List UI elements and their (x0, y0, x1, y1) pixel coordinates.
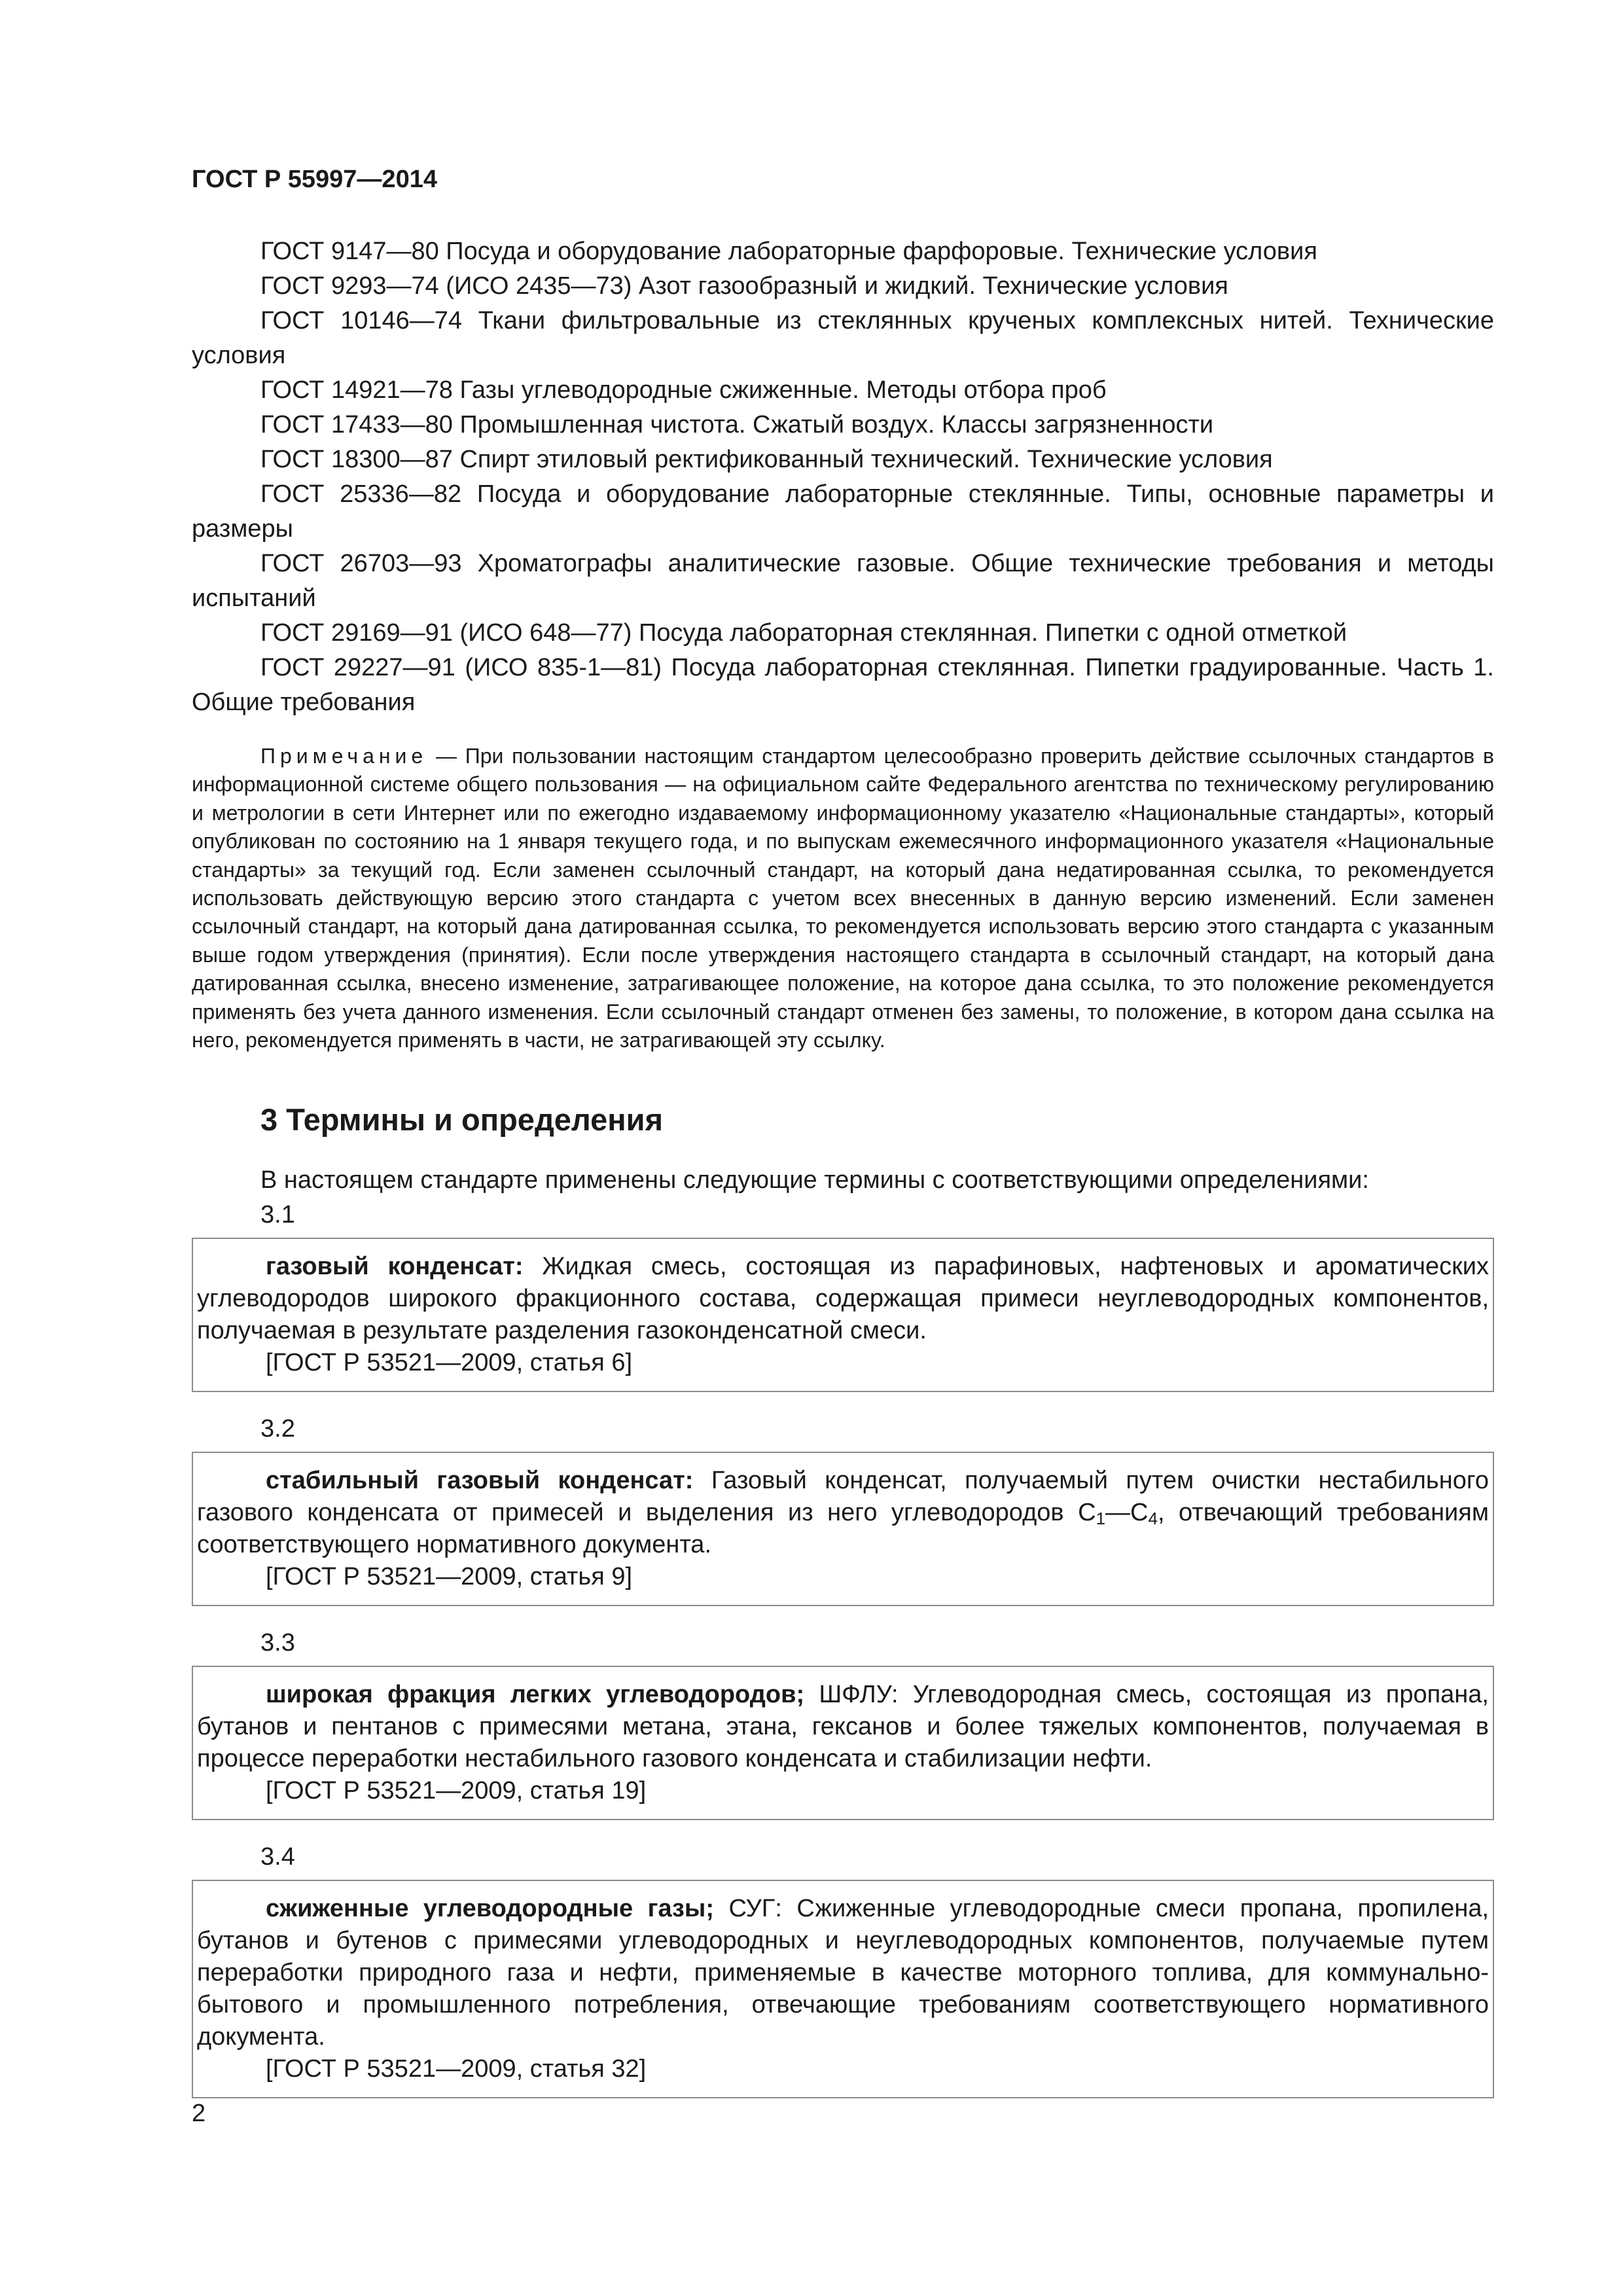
term-box (192, 1880, 1494, 2098)
term-name: стабильный газовый конденсат: (266, 1467, 694, 1495)
reference-item: ГОСТ 29227—91 (ИСО 835-1—81) Посуда лабораторная стеклянная. Пипетки градуированные. Часть 1. Общие требования (192, 654, 1494, 716)
term-box (192, 1452, 1494, 1606)
term-text: —C (1105, 1499, 1149, 1527)
subscript: 1 (1096, 1509, 1106, 1529)
reference-item: ГОСТ 29169—91 (ИСО 648—77) Посуда лабораторная стеклянная. Пипетки с одной отметкой (260, 619, 1347, 647)
reference-item: ГОСТ 9147—80 Посуда и оборудование лабораторные фарфоровые. Технические условия (260, 238, 1317, 265)
document-page (192, 164, 1494, 2118)
term-name: газовый конденсат: (266, 1253, 524, 1281)
term-definition (197, 1465, 1489, 1561)
term-name: сжиженные углеводородные газы; (266, 1895, 715, 1923)
section-intro: В настоящем стандарте применены следующие термины с соответствующими определениями: (260, 1166, 1369, 1194)
term-text: СУГ: Сжиженные углеводородные смеси пропана, пропилена, бутанов и бутенов с примесями углеводородных и неуглеводородных компонентов, получаемые путем переработки природного газа и нефти, применяемые в качестве моторного топлива, для коммунально-бытового и промышленного потребления, отвечающие требованиям соответствующего нормативного документа. (197, 1895, 1489, 2051)
term-number: 3.3 (260, 1629, 295, 1657)
term-number: 3.1 (260, 1201, 295, 1229)
reference-item: ГОСТ 17433—80 Промышленная чистота. Сжатый воздух. Классы загрязненности (260, 411, 1214, 439)
reference-item: ГОСТ 10146—74 Ткани фильтровальные из стеклянных крученых комплексных нитей. Технические условия (192, 307, 1494, 369)
term-text: Газовый конденсат, получаемый путем очистки нестабильного газового конденсата от примесей и выделения из него углеводородов C (197, 1467, 1489, 1527)
term-definition (197, 1679, 1489, 1775)
reference-item: ГОСТ 14921—78 Газы углеводородные сжиженные. Методы отбора проб (260, 376, 1107, 404)
term-source: [ГОСТ Р 53521—2009, статья 19] (266, 1777, 647, 1805)
reference-item: ГОСТ 18300—87 Спирт этиловый ректификованный технический. Технические условия (260, 446, 1273, 473)
term-definition (197, 1893, 1489, 2053)
page-number: 2 (192, 2100, 206, 2127)
reference-item: ГОСТ 9293—74 (ИСО 2435—73) Азот газообразный и жидкий. Технические условия (260, 272, 1228, 300)
reference-item: ГОСТ 26703—93 Хроматографы аналитические газовые. Общие технические требования и методы испытаний (192, 550, 1494, 612)
section-title: 3 Термины и определения (260, 1102, 663, 1138)
note-text: — При пользовании настоящим стандартом целесообразно проверить действие ссылочных стандартов в информационной системе общего пользования — на официальном сайте Федерального агентства по техническому регулированию и метрологии в сети Интернет или по ежегодно издаваемому информационному указателю «Национальные стандарты», который опубликован по состоянию на 1 января текущего года, и по выпускам ежемесячного информационного указателя «Национальные стандарты» за текущий год. Если заменен ссылочный стандарт, на который дана недатированная ссылка, то рекомендуется использовать действующую версию этого стандарта с учетом всех внесенных в данную версию изменений. Если заменен ссылочный стандарт, на который дана датированная ссылка, то рекомендуется использовать версию этого стандарта с указанным выше годом утверждения (принятия). Если после утверждения настоящего стандарта в ссылочный стандарт, на который дана датированная ссылка, внесено изменение, затрагивающее положение, на которое дана ссылка, то это положение рекомендуется применять без учета данного изменения. Если ссылочный стандарт отменен без замены, то положение, в котором дана ссылка на него, рекомендуется применять в части, не затрагивающей эту ссылку. (192, 744, 1494, 1052)
term-text: Жидкая смесь, состоящая из парафиновых, нафтеновых и ароматических углеводородов широкого фракционного состава, содержащая примеси неуглеводородных компонентов, получаемая в результате разделения газоконденсатной смеси. (197, 1253, 1489, 1345)
term-name: широкая фракция легких углеводородов; (266, 1681, 805, 1709)
term-number: 3.4 (260, 1843, 295, 1871)
document-header: ГОСТ Р 55997—2014 (192, 166, 437, 193)
term-number: 3.2 (260, 1415, 295, 1443)
note-label: Примечание (260, 744, 428, 768)
term-box (192, 1238, 1494, 1392)
reference-item: ГОСТ 25336—82 Посуда и оборудование лабораторные стеклянные. Типы, основные параметры и размеры (192, 480, 1494, 543)
normative-references (192, 234, 1494, 720)
term-text: ШФЛУ: Углеводородная смесь, состоящая из пропана, бутанов и пентанов с примесями метана, этана, гексанов и более тяжелых компонентов, получаемая в процессе переработки нестабильного газового конденсата и стабилизации нефти. (197, 1681, 1489, 1773)
term-box (192, 1666, 1494, 1820)
note-paragraph (192, 742, 1494, 1054)
term-text: , отвечающий требованиям соответствующего нормативного документа. (197, 1499, 1489, 1559)
term-definition (197, 1251, 1489, 1347)
term-source: [ГОСТ Р 53521—2009, статья 32] (266, 2055, 647, 2083)
term-source: [ГОСТ Р 53521—2009, статья 6] (266, 1349, 633, 1377)
term-source: [ГОСТ Р 53521—2009, статья 9] (266, 1563, 633, 1591)
subscript: 4 (1148, 1509, 1158, 1529)
